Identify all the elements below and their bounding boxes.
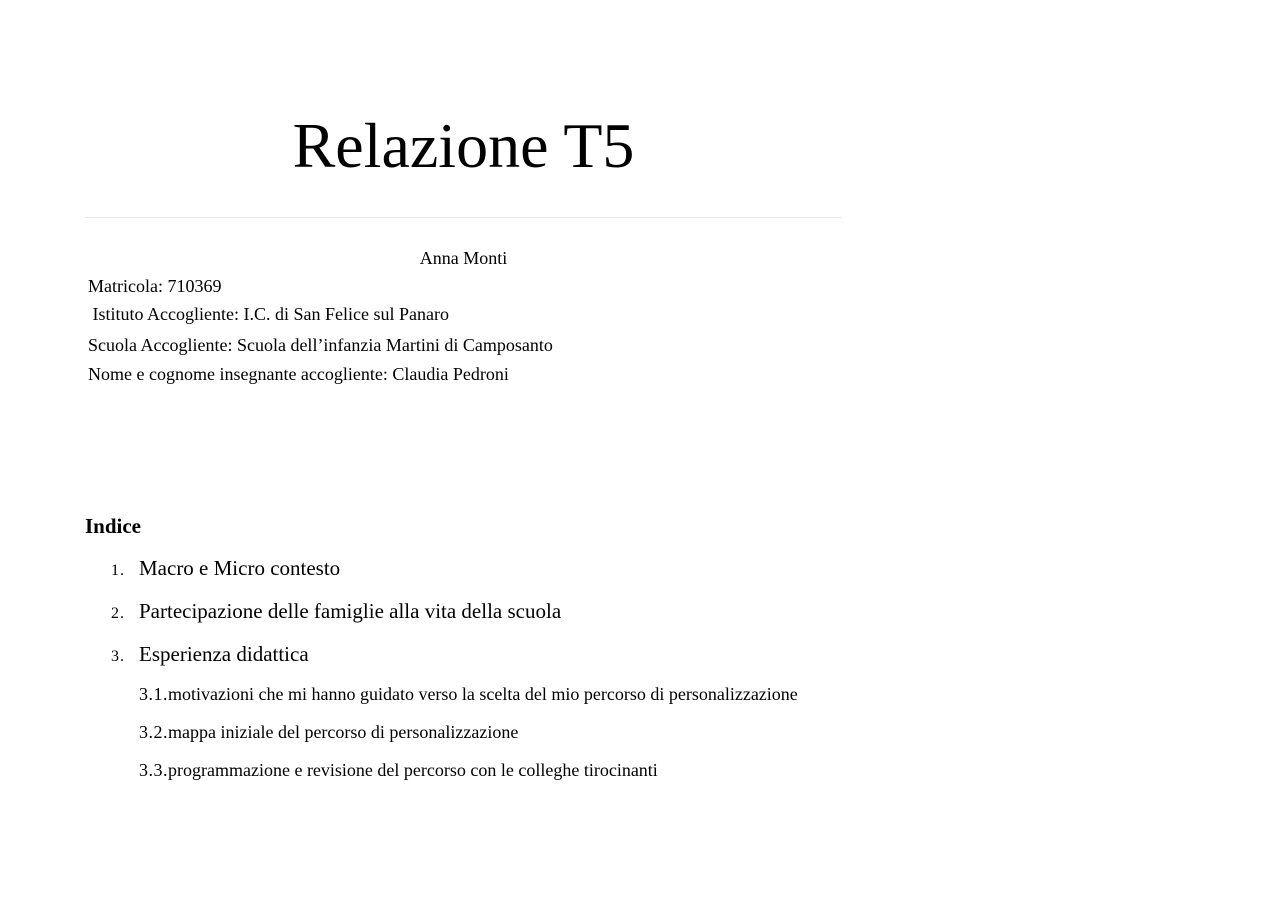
title-divider [85, 217, 842, 218]
toc-item-macro-micro: Macro e Micro contesto [139, 556, 341, 580]
toc-item-number: 3. [111, 648, 125, 665]
toc-subitem-label: programmazione e revisione del percorso con le colleghe tirocinanti [168, 760, 658, 780]
toc-item-partecipazione: Partecipazione delle famiglie alla vita della scuola [139, 599, 562, 623]
author-name: Anna Monti [419, 248, 508, 268]
toc-subitem-programmazione [139, 759, 658, 781]
info-insegnante: Nome e cognome insegnante accogliente: Claudia Pedroni [88, 364, 509, 384]
toc-item-number: 1. [111, 562, 125, 579]
info-matricola: Matricola: 710369 [88, 276, 222, 296]
toc-item-number: 2. [111, 605, 125, 622]
toc-subitem-label: motivazioni che mi hanno guidato verso la scelta del mio percorso di personalizzazione [168, 684, 798, 704]
toc-subitem-label: mappa iniziale del percorso di personalizzazione [168, 722, 519, 742]
toc-subitem-number: 3.2. [139, 722, 168, 742]
toc-subitem-number: 3.3. [139, 760, 168, 780]
toc-subitem-mappa [139, 721, 518, 743]
toc-subitem-number: 3.1. [139, 684, 168, 704]
info-istituto: Istituto Accogliente: I.C. di San Felice sul Panaro [88, 304, 449, 324]
info-scuola: Scuola Accogliente: Scuola dell’infanzia Martini di Camposanto [88, 335, 553, 355]
toc-subitem-motivazioni [139, 683, 798, 705]
document-title: Relazione T5 [292, 110, 635, 181]
index-heading: Indice [85, 514, 142, 538]
toc-item-esperienza: Esperienza didattica [139, 642, 309, 666]
